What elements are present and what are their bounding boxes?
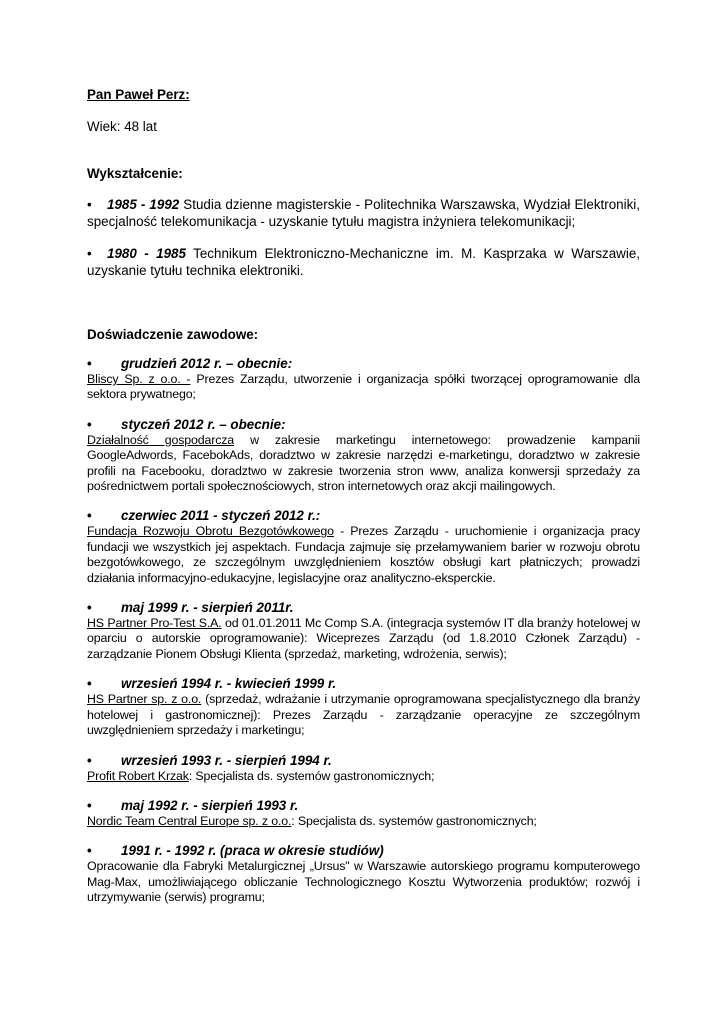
company-name: Działalność gospodarcza	[87, 432, 235, 447]
bullet-icon: •	[87, 843, 92, 859]
education-text: Technikum Elektroniczno-Mechaniczne im. M. Kasprzaka w Warszawie, uzyskanie tytułu technika elektroniki.	[87, 246, 640, 278]
job-period: • styczeń 2012 r. – obecnie:	[87, 416, 286, 432]
job-entry	[87, 600, 640, 662]
job-description: Nordic Team Central Europe sp. z o.o.: Specjalista ds. systemów gastronomicznych;	[87, 813, 537, 828]
job-entry	[87, 798, 640, 829]
company-name: HS Partner sp. z o.o.	[87, 692, 202, 707]
company-name: HS Partner Pro-Test S.A.	[87, 616, 222, 631]
cv-document	[87, 86, 640, 906]
job-description: Opracowanie dla Fabryki Metalurgicznej „Ursus" w Warszawie autorskiego programu komputerowego Mag-Max, umożliwiającego obliczanie Technologicznego Kosztu Wytworzenia produktów; rozwój i utrzymywanie (serwis) programu;	[87, 859, 640, 905]
bullet-icon: •	[87, 600, 92, 616]
experience-list	[87, 356, 640, 906]
job-period: • wrzesień 1994 r. - kwiecień 1999 r.	[87, 676, 337, 692]
experience-heading: Doświadczenie zawodowe:	[87, 327, 259, 342]
job-entry	[87, 356, 640, 403]
job-entry	[87, 508, 640, 586]
job-entry	[87, 417, 640, 495]
education-heading: Wykształcenie:	[87, 166, 183, 181]
bullet-icon: •	[87, 197, 92, 212]
job-description: Fundacja Rozwoju Obrotu Bezgotówkowego - Prezes Zarządu - uruchomienie i organizacja pracy fundacji we wszystkich jej aspektach. Fundacja zajmuje się przełamywaniem barier w rozwoju obrotu bezgotówkowego, ze szczególnym uwzględnieniem kosztów obsługi kart płatniczych; prowadzi działania informacyjno-edukacyjne, legislacyjne oraz analityczno-eksperckie.	[87, 524, 640, 585]
job-entry	[87, 676, 640, 738]
education-years: 1985 - 1992	[107, 197, 180, 212]
job-period: • 1991 r. - 1992 r. (praca w okresie studiów)	[87, 843, 384, 859]
bullet-icon: •	[87, 246, 92, 261]
education-text: Studia dzienne magisterskie - Politechnika Warszawska, Wydział Elektroniki, specjalność telekomunikacja - uzyskanie tytułu magistra inżyniera telekomunikacji;	[87, 197, 640, 229]
job-entry	[87, 753, 640, 784]
bullet-icon: •	[87, 797, 92, 813]
bullet-icon: •	[87, 416, 92, 432]
bullet-icon: •	[87, 752, 92, 768]
job-period: • maj 1992 r. - sierpień 1993 r.	[87, 797, 299, 813]
education-list	[87, 196, 640, 279]
bullet-icon: •	[87, 676, 92, 692]
job-entry	[87, 843, 640, 905]
job-description: HS Partner sp. z o.o. (sprzedaż, wdrażanie i utrzymanie oprogramowana specjalistycznego dla branży hotelowej i gastronomicznej): Prezes Zarządu - zarządzanie operacyjne ze szczególnym uwzględnieniem sprzedaży i marketingu;	[87, 692, 641, 738]
job-period: • wrzesień 1993 r. - sierpień 1994 r.	[87, 752, 332, 768]
bullet-icon: •	[87, 508, 92, 524]
education-years: 1980 - 1985	[107, 246, 186, 261]
company-name: Profit Robert Krzak	[87, 768, 189, 783]
job-period: • grudzień 2012 r. – obecnie:	[87, 356, 293, 371]
job-period: • maj 1999 r. - sierpień 2011r.	[87, 600, 294, 616]
education-item	[87, 196, 640, 230]
company-name: Fundacja Rozwoju Obrotu Bezgotówkowego	[87, 524, 334, 539]
job-period: • czerwiec 2011 - styczeń 2012 r.:	[87, 508, 321, 524]
job-description: HS Partner Pro-Test S.A. od 01.01.2011 Mc Comp S.A. (integracja systemów IT dla branży hotelowej w oparciu o autorskie oprogramowanie): Wiceprezes Zarządu (od 1.8.2010 Członek Zarządu) - zarządzanie Pionem Obsługi Klienta (sprzedaż, marketing, wdrożenia, serwis);	[87, 616, 640, 661]
age-line: Wiek: 48 lat	[87, 119, 157, 134]
job-description: Działalność gospodarcza w zakresie marketingu internetowego: prowadzenie kampanii GoogleAdwords, FacebokAds, doradztwo w zakresie narzędzi e‑marketingu, doradztwo w zakresie profili na Facebooku, doradztwo w zakresie tworzenia stron www, analiza konwersji sprzedaży za pośrednictwem portali społecznościowych, stron internetowych oraz akcji mailingowych.	[87, 432, 640, 494]
company-name: Bliscy Sp. z o.o. -	[87, 372, 191, 386]
company-name: Nordic Team Central Europe sp. z o.o.	[87, 813, 292, 828]
bullet-icon: •	[87, 356, 92, 371]
person-name-heading: Pan Paweł Perz:	[87, 87, 190, 102]
job-description: Profit Robert Krzak: Specjalista ds. systemów gastronomicznych;	[87, 768, 435, 783]
education-item	[87, 245, 640, 279]
job-description: Bliscy Sp. z o.o. - Prezes Zarządu, utworzenie i organizacja spółki tworzącej oprogramowanie dla sektora prywatnego;	[87, 372, 640, 402]
